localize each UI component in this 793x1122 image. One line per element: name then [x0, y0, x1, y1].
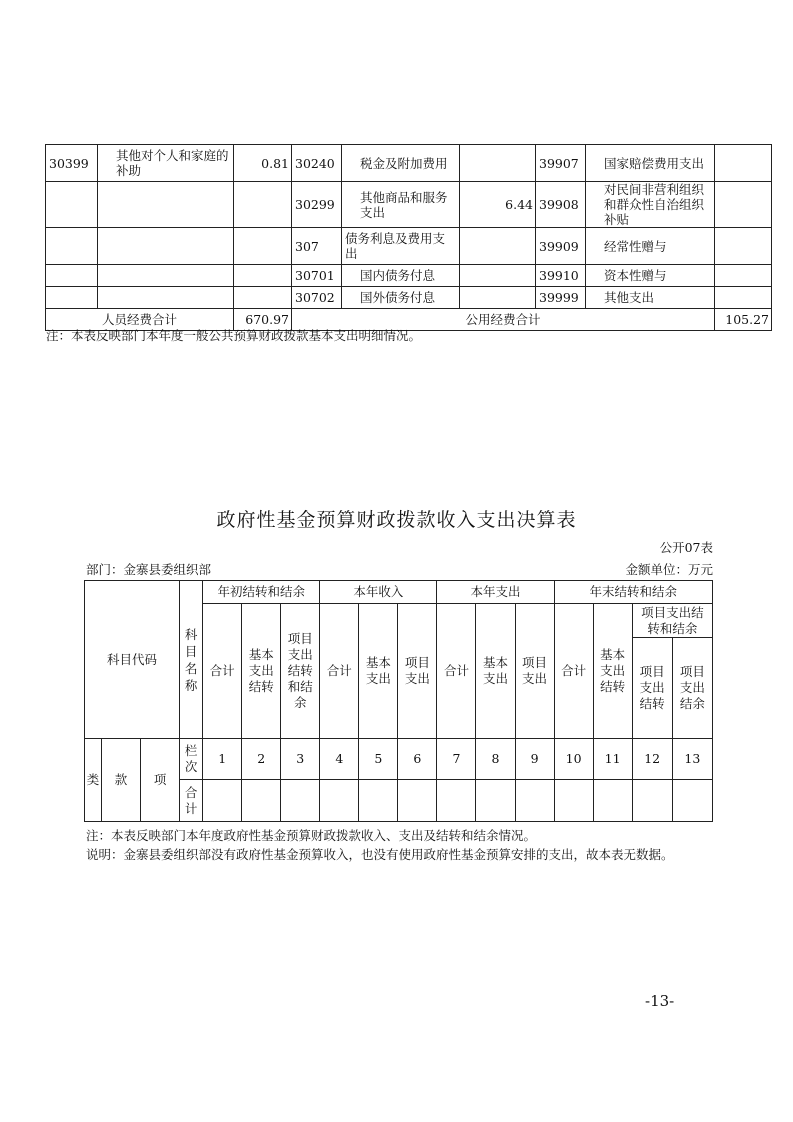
empty-cell	[554, 780, 593, 822]
econ-code-cell	[46, 287, 98, 309]
col-number: 13	[672, 739, 712, 780]
econ-code-cell: 307	[292, 228, 342, 265]
amount-cell	[715, 228, 772, 265]
total-row	[85, 780, 713, 822]
col-header	[476, 604, 515, 739]
group-header: 本年支出	[437, 581, 554, 604]
econ-code-cell: 39908	[536, 182, 586, 228]
col-number: 7	[437, 739, 476, 780]
econ-code-cell: 39910	[536, 265, 586, 287]
empty-cell	[359, 780, 398, 822]
econ-name-cell	[98, 287, 234, 309]
unit-label: 金额单位：万元	[625, 562, 713, 577]
table-explanation: 说明：金寨县委组织部没有政府性基金预算收入，也没有使用政府性基金预算安排的支出，故本表无数据。	[86, 847, 674, 862]
empty-cell	[320, 780, 359, 822]
econ-name-cell: 国家赔偿费用支出	[586, 145, 715, 182]
table-row	[46, 228, 772, 265]
col-header	[242, 604, 281, 739]
econ-name-cell: 税金及附加费用	[342, 145, 460, 182]
econ-code-cell: 30702	[292, 287, 342, 309]
page-title: 政府性基金预算财政拨款收入支出决算表	[216, 509, 577, 531]
amount-cell	[715, 265, 772, 287]
lanci-label	[180, 739, 203, 780]
table-note: 注：本表反映部门本年度政府性基金预算财政拨款收入、支出及结转和结余情况。	[86, 828, 537, 843]
col-header-text: 项目支出结转	[639, 664, 665, 711]
col-number: 6	[398, 739, 437, 780]
amount-cell	[460, 228, 536, 265]
empty-cell	[398, 780, 437, 822]
econ-name-cell	[98, 265, 234, 287]
econ-code-cell: 39907	[536, 145, 586, 182]
col-header: 合计	[554, 604, 593, 739]
col-number: 8	[476, 739, 515, 780]
empty-cell	[476, 780, 515, 822]
amount-cell	[234, 228, 292, 265]
table-row	[46, 182, 772, 228]
col-header	[632, 604, 712, 638]
heji-label	[180, 780, 203, 822]
table-note: 注：本表反映部门本年度一般公共预算财政拨款基本支出明细情况。	[46, 328, 422, 343]
col-header	[632, 638, 672, 739]
subject-name-text: 科目名称	[184, 626, 198, 693]
econ-name-cell: 其他对个人和家庭的补助	[98, 145, 234, 182]
col-header-text: 项目支出结转和结余	[641, 604, 704, 636]
econ-name-cell: 经常性赠与	[586, 228, 715, 265]
department-label: 部门：金寨县委组织部	[86, 562, 212, 577]
econ-name-cell: 其他支出	[586, 287, 715, 309]
econ-name-cell: 国内债务付息	[342, 265, 460, 287]
econ-code-cell: 30240	[292, 145, 342, 182]
group-header: 年末结转和结余	[554, 581, 712, 604]
table-row	[46, 287, 772, 309]
econ-code-cell	[46, 182, 98, 228]
col-header	[281, 604, 320, 739]
econ-code-cell: 30399	[46, 145, 98, 182]
col-number: 10	[554, 739, 593, 780]
col-number: 9	[515, 739, 554, 780]
empty-cell	[203, 780, 242, 822]
amount-cell	[234, 287, 292, 309]
econ-name-cell: 国外债务付息	[342, 287, 460, 309]
col-number: 12	[632, 739, 672, 780]
amount-cell: 0.81	[234, 145, 292, 182]
lanci-text: 栏次	[184, 743, 198, 774]
amount-cell	[715, 182, 772, 228]
col-header	[359, 604, 398, 739]
econ-code-cell: 30299	[292, 182, 342, 228]
econ-name-cell: 其他商品和服务支出	[342, 182, 460, 228]
personnel-total-value: 670.97	[234, 309, 292, 331]
kuan-header: 款	[102, 739, 141, 822]
xiang-header: 项	[141, 739, 180, 822]
econ-name-cell: 资本性赠与	[586, 265, 715, 287]
col-header	[398, 604, 437, 739]
col-header: 合计	[203, 604, 242, 739]
personnel-total-label: 人员经费合计	[46, 309, 234, 331]
empty-cell	[242, 780, 281, 822]
subject-code-header: 科目代码	[85, 581, 180, 739]
col-number: 3	[281, 739, 320, 780]
col-header-text: 项目支出	[404, 655, 430, 686]
amount-cell	[715, 145, 772, 182]
econ-name-cell: 债务利息及费用支出	[342, 228, 460, 265]
col-header: 合计	[320, 604, 359, 739]
col-number: 2	[242, 739, 281, 780]
econ-code-cell: 39909	[536, 228, 586, 265]
col-number: 5	[359, 739, 398, 780]
amount-cell	[460, 145, 536, 182]
empty-cell	[632, 780, 672, 822]
col-header-text: 项目支出结转和结余	[287, 631, 313, 710]
econ-code-cell: 39999	[536, 287, 586, 309]
column-number-row	[85, 739, 713, 780]
col-header-text: 基本支出	[482, 655, 508, 686]
col-header	[593, 604, 632, 739]
col-header: 合计	[437, 604, 476, 739]
amount-cell	[460, 287, 536, 309]
amount-cell: 6.44	[460, 182, 536, 228]
econ-name-cell	[98, 228, 234, 265]
empty-cell	[437, 780, 476, 822]
empty-cell	[593, 780, 632, 822]
col-header	[515, 604, 554, 739]
government-fund-table	[84, 580, 713, 822]
amount-cell	[715, 287, 772, 309]
public-total-label: 公用经费合计	[292, 309, 715, 331]
empty-cell	[281, 780, 320, 822]
col-header	[672, 638, 712, 739]
col-header-text: 基本支出	[365, 655, 391, 686]
econ-name-cell	[98, 182, 234, 228]
col-header-text: 项目支出结余	[679, 664, 705, 711]
group-header: 本年收入	[320, 581, 437, 604]
col-number: 4	[320, 739, 359, 780]
group-header: 年初结转和结余	[203, 581, 320, 604]
amount-cell	[460, 265, 536, 287]
col-header-text: 项目支出	[522, 655, 548, 686]
empty-cell	[672, 780, 712, 822]
table-row	[46, 145, 772, 182]
table-row	[46, 265, 772, 287]
public-total-value: 105.27	[715, 309, 772, 331]
amount-cell	[234, 265, 292, 287]
econ-name-cell: 对民间非营利组织和群众性自治组织补贴	[586, 182, 715, 228]
amount-cell	[234, 182, 292, 228]
econ-code-cell	[46, 265, 98, 287]
lei-header: 类	[85, 739, 102, 822]
page-number: -13-	[645, 992, 675, 1010]
form-code: 公开07表	[659, 540, 713, 555]
heji-text: 合计	[184, 784, 198, 816]
col-header-text: 基本支出结转	[600, 647, 626, 694]
econ-code-cell: 30701	[292, 265, 342, 287]
empty-cell	[515, 780, 554, 822]
basic-expenditure-detail-table	[45, 144, 772, 331]
col-header-text: 基本支出结转	[248, 647, 274, 694]
col-number: 1	[203, 739, 242, 780]
col-number: 11	[593, 739, 632, 780]
econ-code-cell	[46, 228, 98, 265]
header-row	[85, 581, 713, 604]
subject-name-header	[180, 581, 203, 739]
